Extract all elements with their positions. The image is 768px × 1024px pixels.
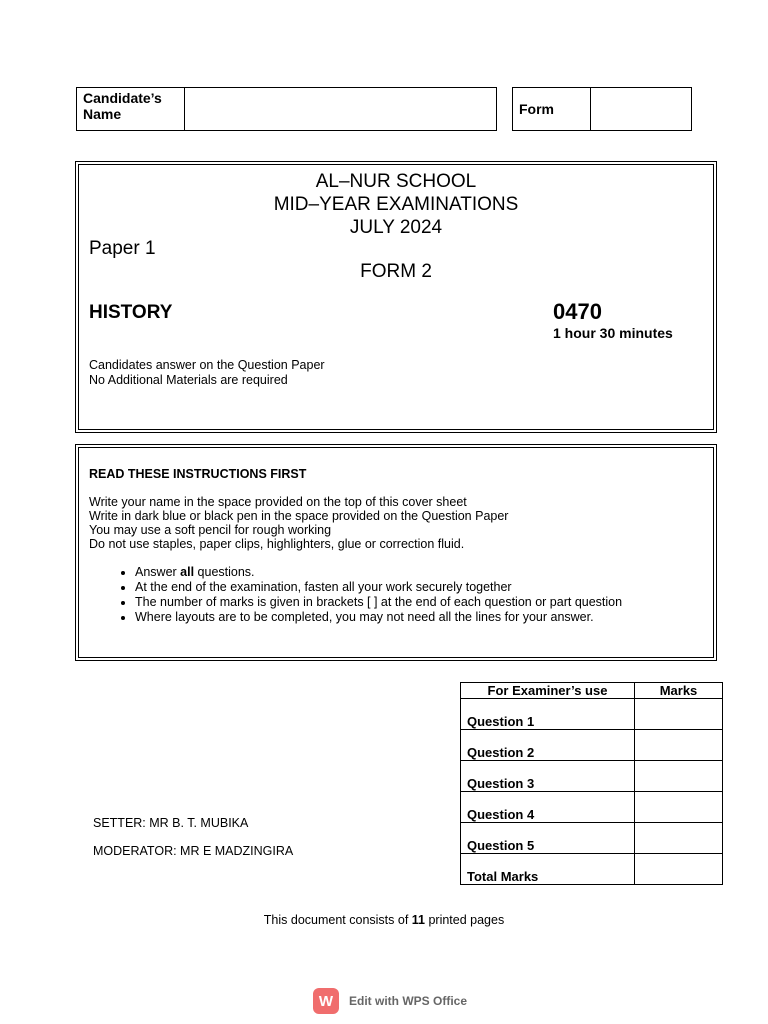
- page-count-note: [0, 913, 768, 927]
- wps-edit-label: Edit with WPS Office: [349, 994, 468, 1008]
- candidate-name-label: Candidate’s Name: [77, 88, 185, 130]
- setter-name: SETTER: MR B. T. MUBIKA: [93, 816, 249, 830]
- bullet-item: [135, 565, 689, 580]
- bullet-text: Answer: [135, 565, 181, 579]
- exam-duration: 1 hour 30 minutes: [553, 325, 673, 341]
- marks-cell[interactable]: [635, 699, 723, 730]
- question-label: Question 2: [461, 730, 635, 761]
- bullet-text: questions.: [194, 565, 255, 579]
- table-row: [461, 730, 723, 761]
- wps-logo-icon: W: [313, 988, 339, 1014]
- form-level: FORM 2: [360, 261, 432, 282]
- table-row: [461, 792, 723, 823]
- instructions-lines: [89, 495, 508, 551]
- instructions-box: [78, 447, 714, 658]
- candidate-name-field[interactable]: [185, 88, 496, 130]
- table-row: [461, 823, 723, 854]
- instructions-heading: READ THESE INSTRUCTIONS FIRST: [89, 467, 307, 481]
- materials-note: No Additional Materials are required: [89, 373, 288, 387]
- answer-note: Candidates answer on the Question Paper: [89, 358, 325, 372]
- table-row: [461, 761, 723, 792]
- question-label: Question 4: [461, 792, 635, 823]
- table-header-row: [461, 683, 723, 699]
- instruction-line: Write your name in the space provided on the top of this cover sheet: [89, 495, 467, 509]
- exam-date: JULY 2024: [349, 217, 443, 238]
- page-count-text: printed pages: [424, 913, 505, 927]
- moderator-name: MODERATOR: MR E MADZINGIRA: [93, 844, 294, 858]
- table-row: [461, 854, 723, 885]
- instruction-bullets: [89, 565, 689, 625]
- marks-header: Marks: [635, 683, 723, 699]
- bullet-item: • At the end of the examination, fasten all your work securely together: [135, 580, 689, 595]
- bullet-item: • The number of marks is given in brackets [ ] at the end of each question or part question: [135, 595, 689, 610]
- subject-code: 0470: [553, 299, 602, 324]
- instruction-line: Do not use staples, paper clips, highlighters, glue or correction fluid.: [89, 537, 465, 551]
- question-label: Question 5: [461, 823, 635, 854]
- table-row: [461, 699, 723, 730]
- question-label: Question 3: [461, 761, 635, 792]
- marks-cell[interactable]: [635, 823, 723, 854]
- candidate-name-box: [76, 87, 497, 131]
- school-name: AL–NUR SCHOOL: [315, 171, 477, 192]
- bullet-emphasis: all: [180, 565, 195, 579]
- cover-box: [78, 164, 714, 430]
- exam-title: MID–YEAR EXAMINATIONS: [273, 194, 519, 215]
- instruction-line: You may use a soft pencil for rough working: [89, 523, 332, 537]
- subject-name: HISTORY: [89, 302, 173, 323]
- paper-number: Paper 1: [89, 238, 156, 259]
- total-label: Total Marks: [461, 854, 635, 885]
- instruction-line: Write in dark blue or black pen in the space provided on the Question Paper: [89, 509, 509, 523]
- form-field[interactable]: [591, 88, 691, 130]
- question-label: Question 1: [461, 699, 635, 730]
- wps-watermark[interactable]: [313, 988, 467, 1014]
- page-count-text: This document consists of: [263, 913, 412, 927]
- bullet-item: • Where layouts are to be completed, you may not need all the lines for your answer.: [135, 610, 689, 625]
- form-box: [512, 87, 692, 131]
- marks-cell[interactable]: [635, 761, 723, 792]
- form-label: Form: [513, 88, 591, 130]
- total-marks-cell[interactable]: [635, 854, 723, 885]
- examiner-table: [460, 682, 723, 885]
- marks-cell[interactable]: [635, 730, 723, 761]
- marks-cell[interactable]: [635, 792, 723, 823]
- page-count-number: 11: [411, 913, 425, 927]
- examiner-use-header: For Examiner’s use: [461, 683, 635, 699]
